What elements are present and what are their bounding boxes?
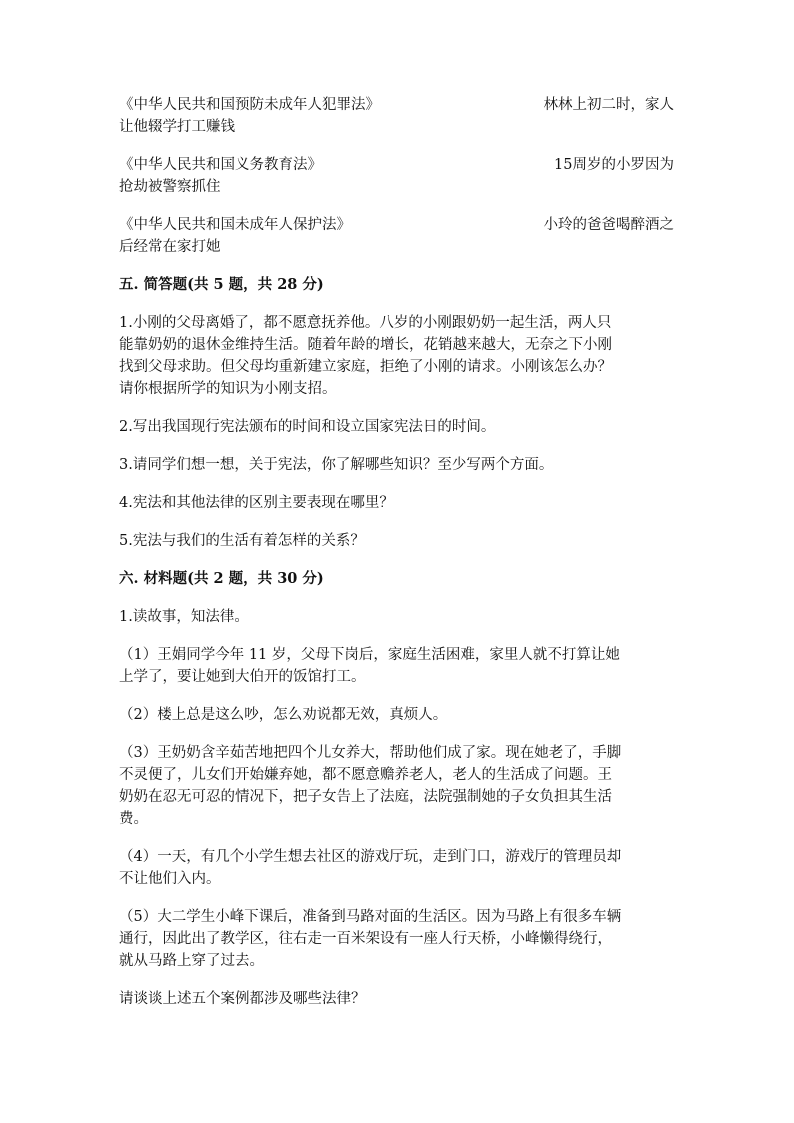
case-2 [119, 704, 674, 726]
matching-row-2 [119, 154, 674, 198]
question-line: 4.宪法和其他法律的区别主要表现在哪里？ [119, 495, 394, 511]
case-text: 林林上初二时，家人 [543, 97, 674, 113]
case-text-continued: 让他辍学打工赚钱 [119, 119, 235, 135]
section-title-material: 六. 材料题(共 2 题，共 30 分) [119, 570, 324, 587]
section-title-short-answer: 五. 简答题(共 5 题，共 28 分) [119, 276, 324, 293]
case-line: （3）王奶奶含辛茹苦地把四个儿女养大，帮助他们成了家。现在她老了，手脚 [119, 745, 622, 761]
case-line: （4）一天，有几个小学生想去社区的游戏厅玩，走到门口，游戏厅的管理员却 [119, 849, 622, 865]
matching-row-3 [119, 214, 674, 258]
question-line: 2.写出我国现行宪法颁布的时间和设立国家宪法日的时间。 [119, 419, 496, 435]
question-4 [119, 492, 674, 514]
question-1 [119, 312, 674, 400]
question-line: 3.请同学们想一想，关于宪法，你了解哪些知识？至少写两个方面。 [119, 457, 554, 473]
matching-row-1 [119, 94, 674, 138]
case-text-continued: 抢劫被警察抓住 [119, 179, 221, 195]
case-text: 小玲的爸爸喝醉酒之 [543, 217, 674, 233]
case-line: 上学了，要让她到大伯开的饭馆打工。 [119, 669, 366, 685]
case-line: 不让他们入内。 [119, 871, 221, 887]
case-5 [119, 906, 674, 972]
question-5 [119, 530, 674, 552]
question-line: 找到父母求助。但父母均重新建立家庭，拒绝了小刚的请求。小刚该怎么办？ [119, 359, 612, 375]
case-text: 15周岁的小罗因为 [554, 157, 674, 173]
question-line: 1.小刚的父母离婚了，都不愿意抚养他。八岁的小刚跟奶奶一起生活，两人只 [119, 315, 612, 331]
law-name: 《中华人民共和国未成年人保护法》 [119, 217, 351, 233]
case-line: 通行，因此出了教学区，往右走一百米架设有一座人行天桥，小峰懒得绕行， [119, 931, 612, 947]
question-line: 5.宪法与我们的生活有着怎样的关系？ [119, 533, 365, 549]
case-4 [119, 846, 674, 890]
question-3 [119, 454, 674, 476]
case-line: （2）楼上总是这么吵，怎么劝说都无效，真烦人。 [119, 707, 448, 723]
case-1 [119, 644, 674, 688]
question-line: 请你根据所学的知识为小刚支招。 [119, 381, 337, 397]
law-name: 《中华人民共和国义务教育法》 [119, 157, 322, 173]
material-question: 请谈谈上述五个案例都涉及哪些法律？ [119, 991, 366, 1007]
case-line: 就从马路上穿了过去。 [119, 953, 264, 969]
case-line: （5）大二学生小峰下课后，准备到马路对面的生活区。因为马路上有很多车辆 [119, 909, 622, 925]
question-2 [119, 416, 674, 438]
case-line: 不灵便了，儿女们开始嫌弃她，都不愿意赡养老人，老人的生活成了问题。王 [119, 767, 612, 783]
question-line: 能靠奶奶的退休金维持生活。随着年龄的增长，花销越来越大，无奈之下小刚 [119, 337, 612, 353]
case-line: 奶奶在忍无可忍的情况下，把子女告上了法庭，法院强制她的子女负担其生活 [119, 789, 612, 805]
case-text-continued: 后经常在家打她 [119, 239, 221, 255]
case-line: 费。 [119, 811, 148, 827]
case-3 [119, 742, 674, 830]
case-line: （1）王娟同学今年 11 岁，父母下岗后，家庭生活困难，家里人就不打算让她 [119, 647, 620, 663]
material-intro: 1.读故事，知法律。 [119, 609, 249, 625]
law-name: 《中华人民共和国预防未成年人犯罪法》 [119, 97, 380, 113]
